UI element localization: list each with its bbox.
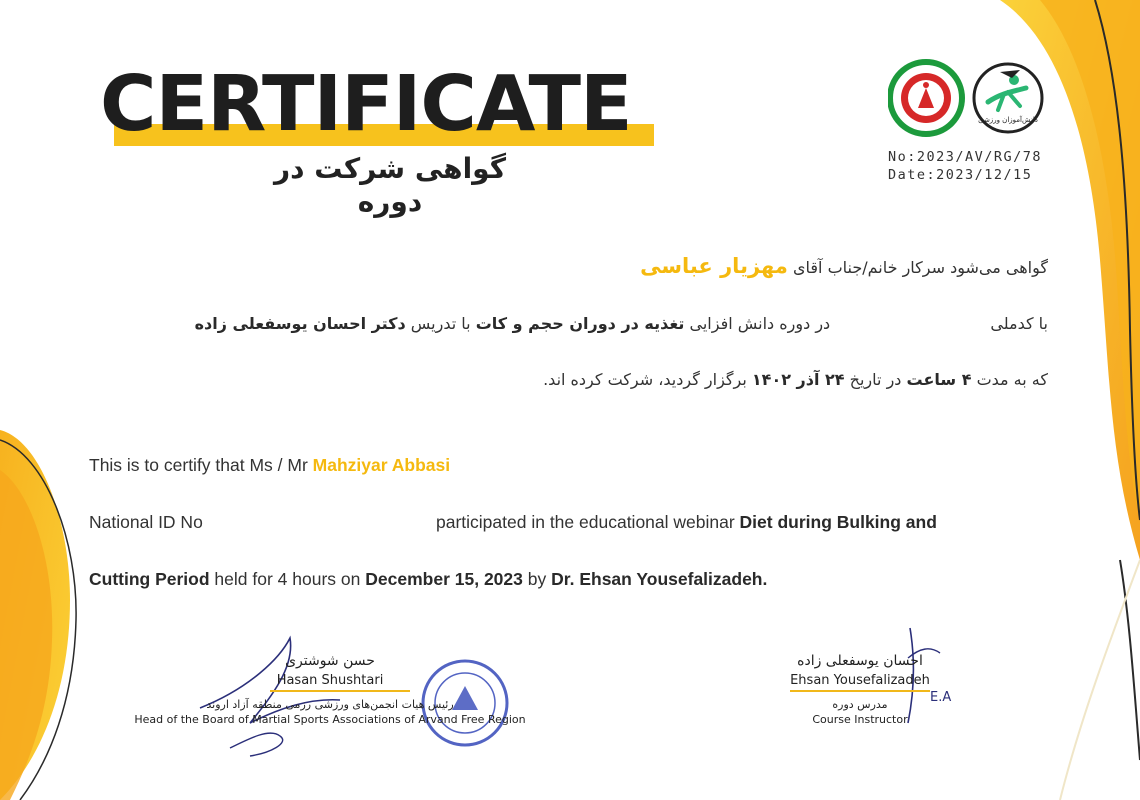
certificate-subtitle-fa: گواهی شرکت در دوره: [273, 152, 507, 218]
date-en: December 15, 2023: [365, 569, 523, 589]
course-name-en-part1: Diet during Bulking and: [739, 512, 937, 532]
title-block: [100, 60, 660, 218]
fa-line3-end: برگزار گردید، شرکت کرده اند.: [543, 370, 747, 389]
en-certify-text: This is to certify that Ms / Mr: [89, 455, 308, 475]
fa-line-1: [640, 254, 1048, 278]
signer-left-name-fa: حسن شوشتری: [285, 653, 375, 669]
instructor-name-en: Dr. Ehsan Yousefalizadeh.: [551, 569, 768, 589]
federation-seal-icon: [890, 62, 962, 134]
fa-national-id-label: با کدملی: [990, 314, 1048, 333]
course-name-fa: تغذیه در دوران حجم و کات: [475, 314, 685, 333]
en-national-id: [89, 512, 203, 533]
duration-fa: ۴ ساعت: [906, 370, 972, 389]
signer-right-role-fa: مدرس دوره: [832, 698, 888, 711]
recipient-name-en: Mahziyar Abbasi: [312, 455, 451, 475]
certificate-title: CERTIFICATE: [100, 60, 632, 149]
en-line-1: [89, 455, 450, 476]
en-by: by: [527, 569, 547, 589]
signer-left-role-en: Head of the Board of Martial Sports Associations of Arvand Free Region: [134, 713, 526, 726]
fa-line-2: [195, 314, 1048, 333]
signer-left-role-fa: رئیس هیات انجمن‌های ورزشی رزمی منطقه آزاد اروند: [206, 698, 454, 711]
en-on: on: [340, 569, 361, 589]
signer-right-role-en: Course Instructor: [812, 713, 908, 726]
signature-line-left: [270, 690, 410, 692]
fa-line-3: [543, 370, 1048, 389]
signature-line-right: [790, 690, 930, 692]
date-fa: ۲۴ آذر ۱۴۰۲: [751, 370, 845, 389]
signature-left: [120, 653, 540, 726]
recipient-name-fa: مهزیار عباسی: [640, 254, 788, 278]
svg-text:دانش‌آموزان ورزشی: دانش‌آموزان ورزشی: [978, 116, 1038, 124]
signature-right: [770, 653, 950, 726]
logos: [888, 58, 1048, 138]
duration-en: 4 hours: [277, 569, 337, 589]
certificate-meta: [888, 148, 1042, 184]
fa-duration-label: که به مدت: [976, 370, 1048, 389]
en-line-2: [436, 512, 937, 533]
fa-date-label: در تاریخ: [849, 370, 902, 389]
fa-line1-prefix: گواهی می‌شود سرکار خانم/جناب آقای: [792, 258, 1048, 277]
en-line-3: [89, 569, 767, 590]
en-held-for: held for: [214, 569, 273, 589]
en-national-id-label: National ID No: [89, 512, 203, 532]
fa-line2-text: در دوره دانش افزایی: [689, 314, 831, 333]
signer-left-name-en: Hasan Shushtari: [276, 673, 384, 688]
signer-right-name-en: Ehsan Yousefalizadeh: [790, 673, 930, 688]
signer-right-name-fa: احسان یوسفعلی زاده: [797, 653, 923, 669]
fa-taught-by: با تدریس: [410, 314, 471, 333]
instructor-name-fa: دکتر احسان یوسفعلی زاده: [194, 314, 406, 333]
course-name-en-part2: Cutting Period: [89, 569, 210, 589]
sports-runner-logo-icon: [974, 64, 1042, 132]
en-participated-text: participated in the educational webinar: [436, 512, 735, 532]
certificate-date: Date:2023/12/15: [888, 167, 1033, 183]
certificate-number: No:2023/AV/RG/78: [888, 149, 1043, 165]
signer-initials: E.A: [930, 690, 952, 705]
